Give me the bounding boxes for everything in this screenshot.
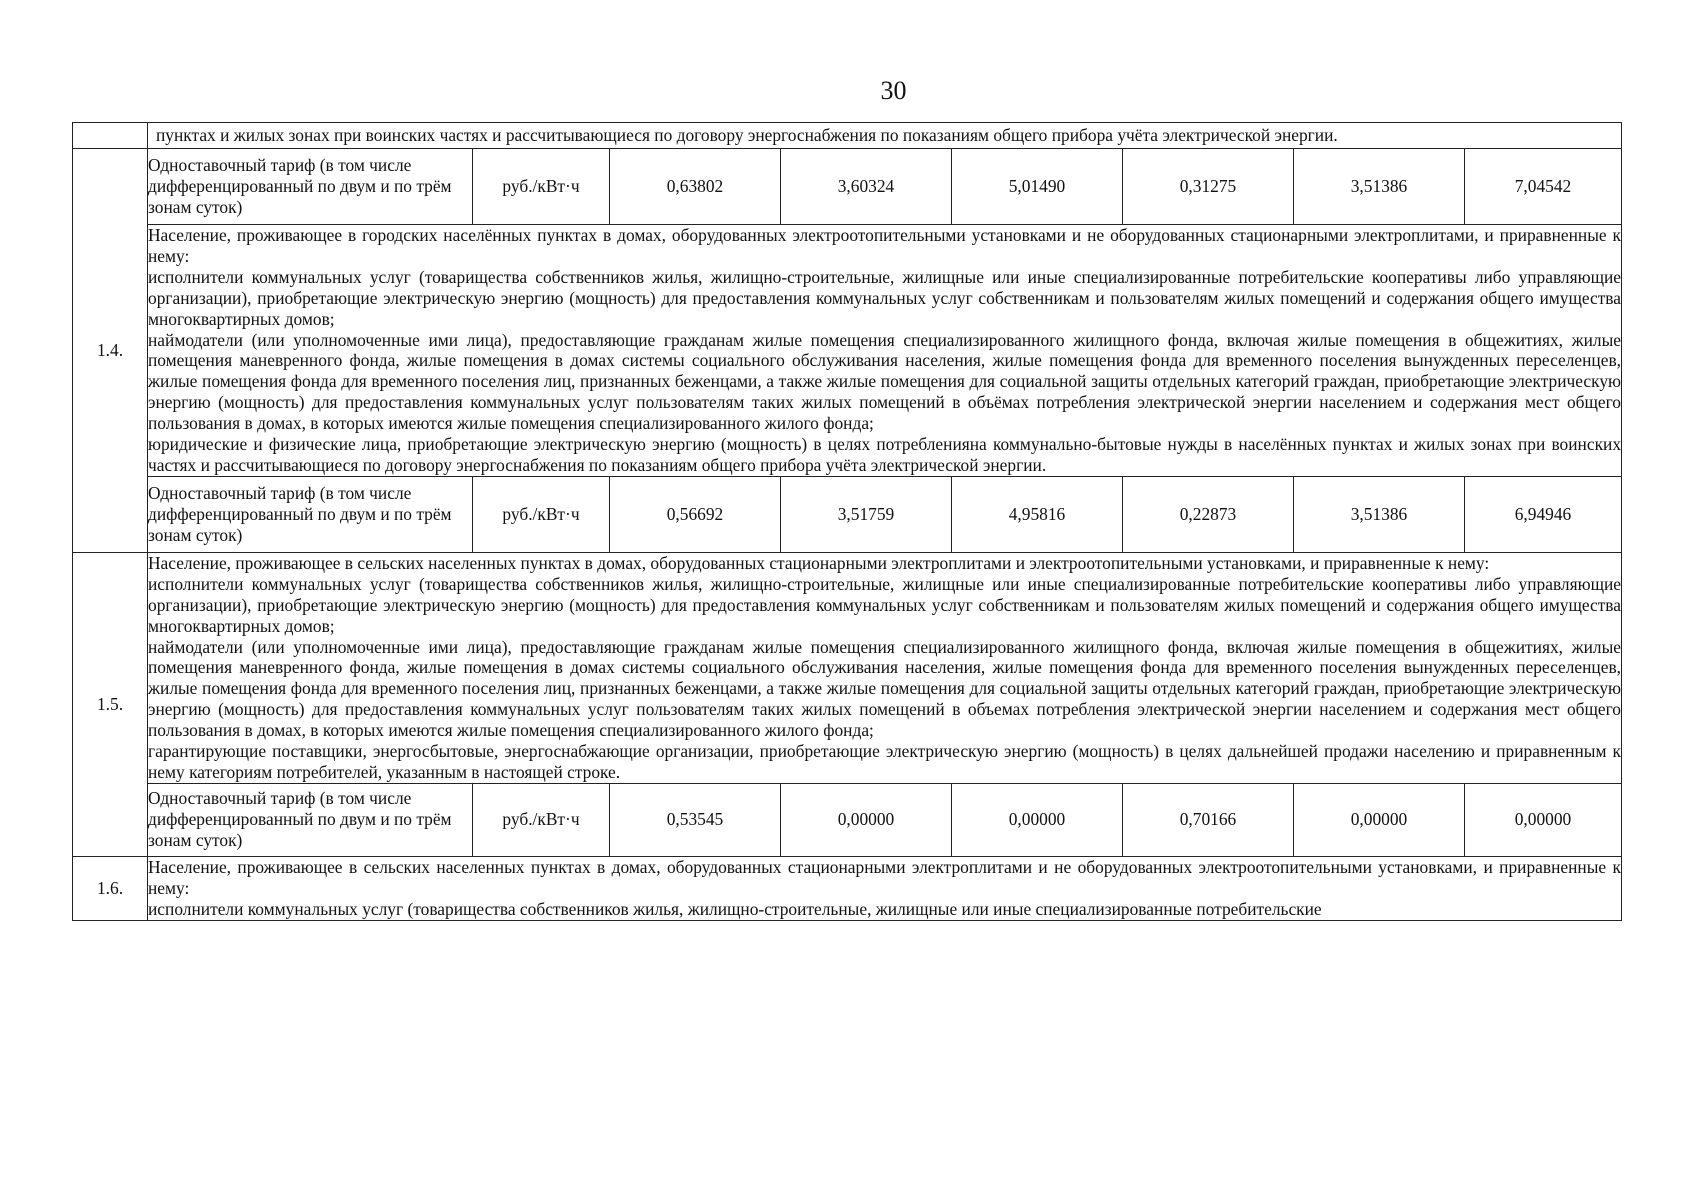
tariff-value: 0,00000: [1294, 783, 1465, 856]
tariff-value: 3,60324: [781, 149, 952, 225]
section-index: [73, 123, 148, 149]
section-index: 1.4.: [73, 149, 148, 553]
tariff-name: Одноставочный тариф (в том числе дифференцированный по двум и по трём зонам суток): [148, 149, 473, 225]
page-number: 30: [880, 76, 907, 105]
tariff-value: 3,51386: [1294, 476, 1465, 552]
tariff-value: 0,22873: [1123, 476, 1294, 552]
tariff-value: 0,00000: [1465, 783, 1622, 856]
description-paragraph: исполнители коммунальных услуг (товарищества собственников жилья, жилищно-строительные, жилищные или иные специализированные потребительские кооперативы либо управляющие организации), приобретающие электрическую энергию (мощность) для предоставления коммунальных услуг собственникам и пользователям жилых помещений и содержания общего имущества многоквартирных домов;: [148, 573, 1622, 636]
description-paragraph: юридические и физические лица, приобретающие электрическую энергию (мощность) в целях потребленияна коммунально-бытовые нужды в населённых пунктах и жилых зонах при воинских частях и рассчитывающиеся по договору энергоснабжения по показаниям общего прибора учёта электрической энергии.: [148, 434, 1622, 475]
section-description: [148, 856, 1622, 920]
tariff-row: [73, 476, 1622, 552]
tariff-value: 3,51386: [1294, 149, 1465, 225]
tariff-unit: руб./кВт·ч: [473, 476, 610, 552]
tariff-row: [73, 149, 1622, 225]
continuation-text: пунктах и жилых зонах при воинских частях и рассчитывающиеся по договору энергоснабжения по показаниям общего прибора учёта электрической энергии.: [148, 123, 1622, 149]
tariff-value: 0,31275: [1123, 149, 1294, 225]
description-paragraph: наймодатели (или уполномоченные ими лица), предоставляющие гражданам жилые помещения специализированного жилищного фонда, включая жилые помещения в общежитиях, жилые помещения маневренного фонда, жилые помещения в домах системы социального обслуживания населения, жилые помещения фонда для временного поселения вынужденных переселенцев, жилые помещения фонда для временного поселения лиц, признанных беженцами, а также жилые помещения для социальной защиты отдельных категорий граждан, приобретающие электрическую энергию (мощность) для предоставления коммунальных услуг пользователям таких жилых помещений в объемах потребления электрической энергии населением и содержания мест общего пользования в домах, в которых имеются жилые помещения специализированного жилого фонда;: [148, 636, 1622, 741]
section-description: [148, 552, 1622, 783]
tariff-value: 0,00000: [781, 783, 952, 856]
tariff-value: 3,51759: [781, 476, 952, 552]
description-paragraph: гарантирующие поставщики, энергосбытовые, энергоснабжающие организации, приобретающие электрическую энергию (мощность) в целях дальнейшей продажи населению и приравненным к нему категориям потребителей, указанным в настоящей строке.: [148, 741, 1622, 782]
description-paragraph: исполнители коммунальных услуг (товарищества собственников жилья, жилищно-строительные, жилищные или иные специализированные потребительские: [148, 898, 1322, 919]
description-paragraph: наймодатели (или уполномоченные ими лица), предоставляющие гражданам жилые помещения специализированного жилищного фонда, включая жилые помещения в общежитиях, жилые помещения маневренного фонда, жилые помещения в домах системы социального обслуживания населения, жилые помещения фонда для временного поселения вынужденных переселенцев, жилые помещения фонда для временного поселения лиц, признанных беженцами, а также жилые помещения для социальной защиты отдельных категорий граждан, приобретающие электрическую энергию (мощность) для предоставления коммунальных услуг пользователям таких жилых помещений в объёмах потребления электрической энергии населением и содержания мест общего пользования в домах, в которых имеются жилые помещения специализированного жилого фонда;: [148, 329, 1622, 434]
tariff-value: 0,53545: [610, 783, 781, 856]
section-description-row: [73, 552, 1622, 783]
tariff-value: 0,63802: [610, 149, 781, 225]
tariff-unit: руб./кВт·ч: [473, 783, 610, 856]
tariff-unit: руб./кВт·ч: [473, 149, 610, 225]
tariff-value: 5,01490: [952, 149, 1123, 225]
tariff-value: 4,95816: [952, 476, 1123, 552]
description-paragraph: Население, проживающее в сельских населенных пунктах в домах, оборудованных стационарными электроплитами и электроотопительными установками, и приравненные к нему:: [148, 552, 1490, 573]
section-description: [148, 225, 1622, 477]
description-paragraph: Население, проживающее в сельских населенных пунктах в домах, оборудованных стационарными электроплитами и не оборудованных электроотопительными установками, и приравненные к нему:: [148, 856, 1622, 898]
tariff-value: 0,00000: [952, 783, 1123, 856]
tariff-table: [72, 122, 1622, 921]
description-paragraph: Население, проживающее в городских населённых пунктах в домах, оборудованных электроотопительными установками и не оборудованных стационарными электроплитами, и приравненные к нему:: [148, 225, 1622, 266]
section-description-row: [73, 856, 1622, 920]
tariff-value: 0,70166: [1123, 783, 1294, 856]
section-description-row: [73, 225, 1622, 477]
continuation-row: [73, 123, 1622, 149]
description-paragraph: исполнители коммунальных услуг (товарищества собственников жилья, жилищно-строительные, жилищные или иные специализированные потребительские кооперативы либо управляющие организации), приобретающие электрическую энергию (мощность) для предоставления коммунальных услуг собственникам и пользователям жилых помещений и содержания общего имущества многоквартирных домов;: [148, 266, 1622, 329]
tariff-name: Одноставочный тариф (в том числе дифференцированный по двум и по трём зонам суток): [148, 476, 473, 552]
tariff-name: Одноставочный тариф (в том числе дифференцированный по двум и по трём зонам суток): [148, 783, 473, 856]
tariff-value: 0,56692: [610, 476, 781, 552]
tariff-value: 7,04542: [1465, 149, 1622, 225]
tariff-value: 6,94946: [1465, 476, 1622, 552]
section-index: 1.6.: [73, 856, 148, 920]
section-index: 1.5.: [73, 552, 148, 856]
tariff-row: [73, 783, 1622, 856]
